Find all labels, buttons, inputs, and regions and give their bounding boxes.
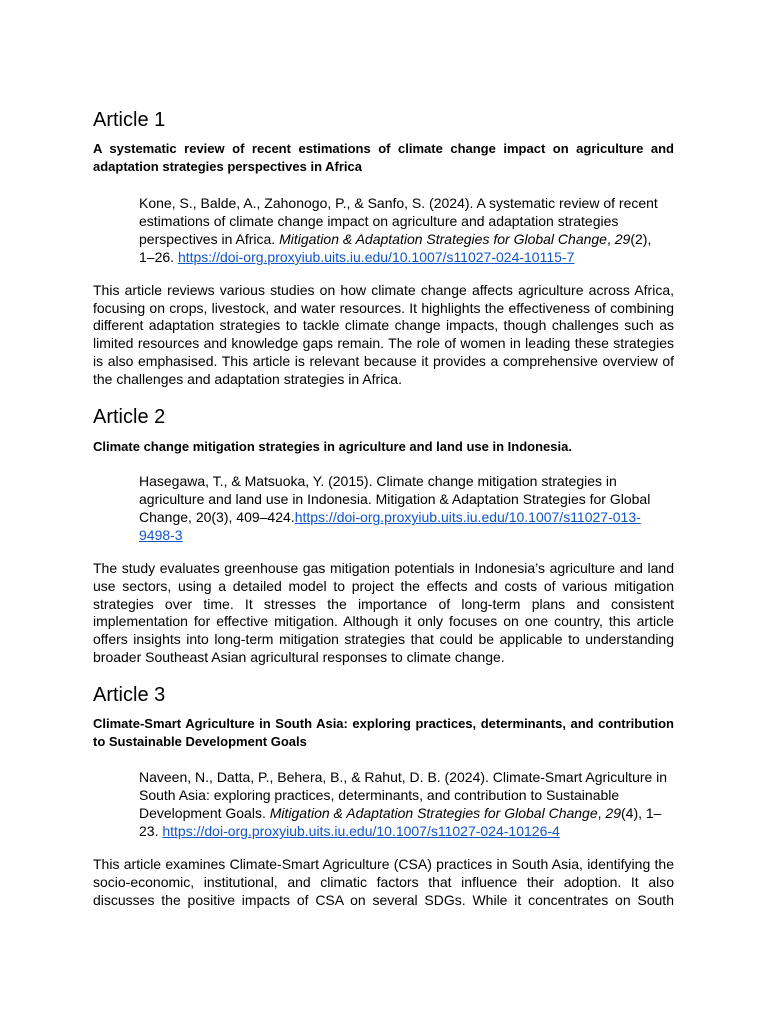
citation-authors: Kone, S., Balde, A., Zahonogo, P., & Sanfo, S. (2024). A systematic review of recent estimations of climate change impact on agriculture and adaptation strategies perspectives in Africa. [139, 195, 658, 247]
article-heading: Article 3 [93, 684, 166, 707]
citation [139, 472, 669, 544]
article-section-2 [93, 405, 674, 666]
article-summary: This article reviews various studies on how climate change affects agriculture across Africa, focusing on crops, livestock, and water resources. It highlights the effectiveness of combining different adaptation strategies to tackle climate change impacts, though challenges such as limited resources and knowledge gaps remain. The role of women in leading these strategies is also emphasised. This article is relevant because it provides a comprehensive overview of the challenges and adaptation strategies in Africa. [93, 282, 674, 387]
citation [139, 768, 669, 840]
article-heading: Article 1 [93, 109, 166, 131]
citation-authors: Naveen, N., Datta, P., Behera, B., & Rahut, D. B. (2024). Climate-Smart Agriculture in South Asia: exploring practices, determinants, and contribution to Sustainable Development Goals. [139, 769, 668, 822]
doi-link[interactable]: https://doi-org.proxyiub.uits.iu.edu/10.1007/s11027-024-10115-7 [177, 249, 575, 265]
citation-volume: 29 [614, 231, 631, 247]
doi-link[interactable]: https://doi-org.proxyiub.uits.iu.edu/10.1007/s11027-024-10126-4 [162, 823, 560, 840]
citation-journal: Mitigation & Adaptation Strategies for Global Change [279, 231, 607, 247]
doi-link[interactable]: https://doi-org.proxyiub.uits.iu.edu/10.1007/s11027-013-9498-3 [139, 509, 641, 544]
article-summary [93, 856, 674, 909]
citation-volume: 29 [605, 805, 621, 822]
citation-issue-pages: (4), 1–23. [139, 805, 662, 840]
article-title: Climate-Smart Agriculture in South Asia: exploring practices, determinants, and contribution to Sustainable Development Goals [93, 716, 674, 750]
article-section-3 [93, 683, 674, 909]
article-title: A systematic review of recent estimations of climate change impact on agriculture and adaptation strategies perspectives in Africa [93, 141, 674, 174]
article-summary-text: This article examines Climate-Smart Agriculture (CSA) practices in South Asia, identifying the socio-economic, institutional, and climatic factors that influence their adoption. It also discusses the positive impacts of CSA on several SDGs. While it concentrates on South [93, 856, 674, 908]
article-summary: The study evaluates greenhouse gas mitigation potentials in Indonesia’s agriculture and land use sectors, using a detailed model to project the effects and costs of various mitigation strategies over time. It stresses the importance of long-term plans and consistent implementation for effective mitigation. Although it only focuses on one country, this article offers insights into long-term mitigation strategies that could be applicable to understanding broader Southeast Asian agricultural responses to climate change. [93, 560, 674, 665]
article-heading: Article 2 [93, 406, 166, 429]
article-title: Climate change mitigation strategies in agriculture and land use in Indonesia. [93, 439, 572, 455]
citation-separator: , [606, 231, 615, 247]
citation-text: Hasegawa, T., & Matsuoka, Y. (2015). Climate change mitigation strategies in agriculture and land use in Indonesia. Mitigation & Adaptation Strategies for Global Change, 20(3), 409–424. [139, 473, 651, 526]
citation-separator: , [597, 805, 606, 822]
article-section-1 [93, 108, 674, 388]
citation-issue-pages: (2), 1–26. [139, 231, 652, 265]
document-page [93, 108, 674, 910]
citation-journal: Mitigation & Adaptation Strategies for Global Change [269, 805, 598, 822]
citation [139, 194, 669, 266]
